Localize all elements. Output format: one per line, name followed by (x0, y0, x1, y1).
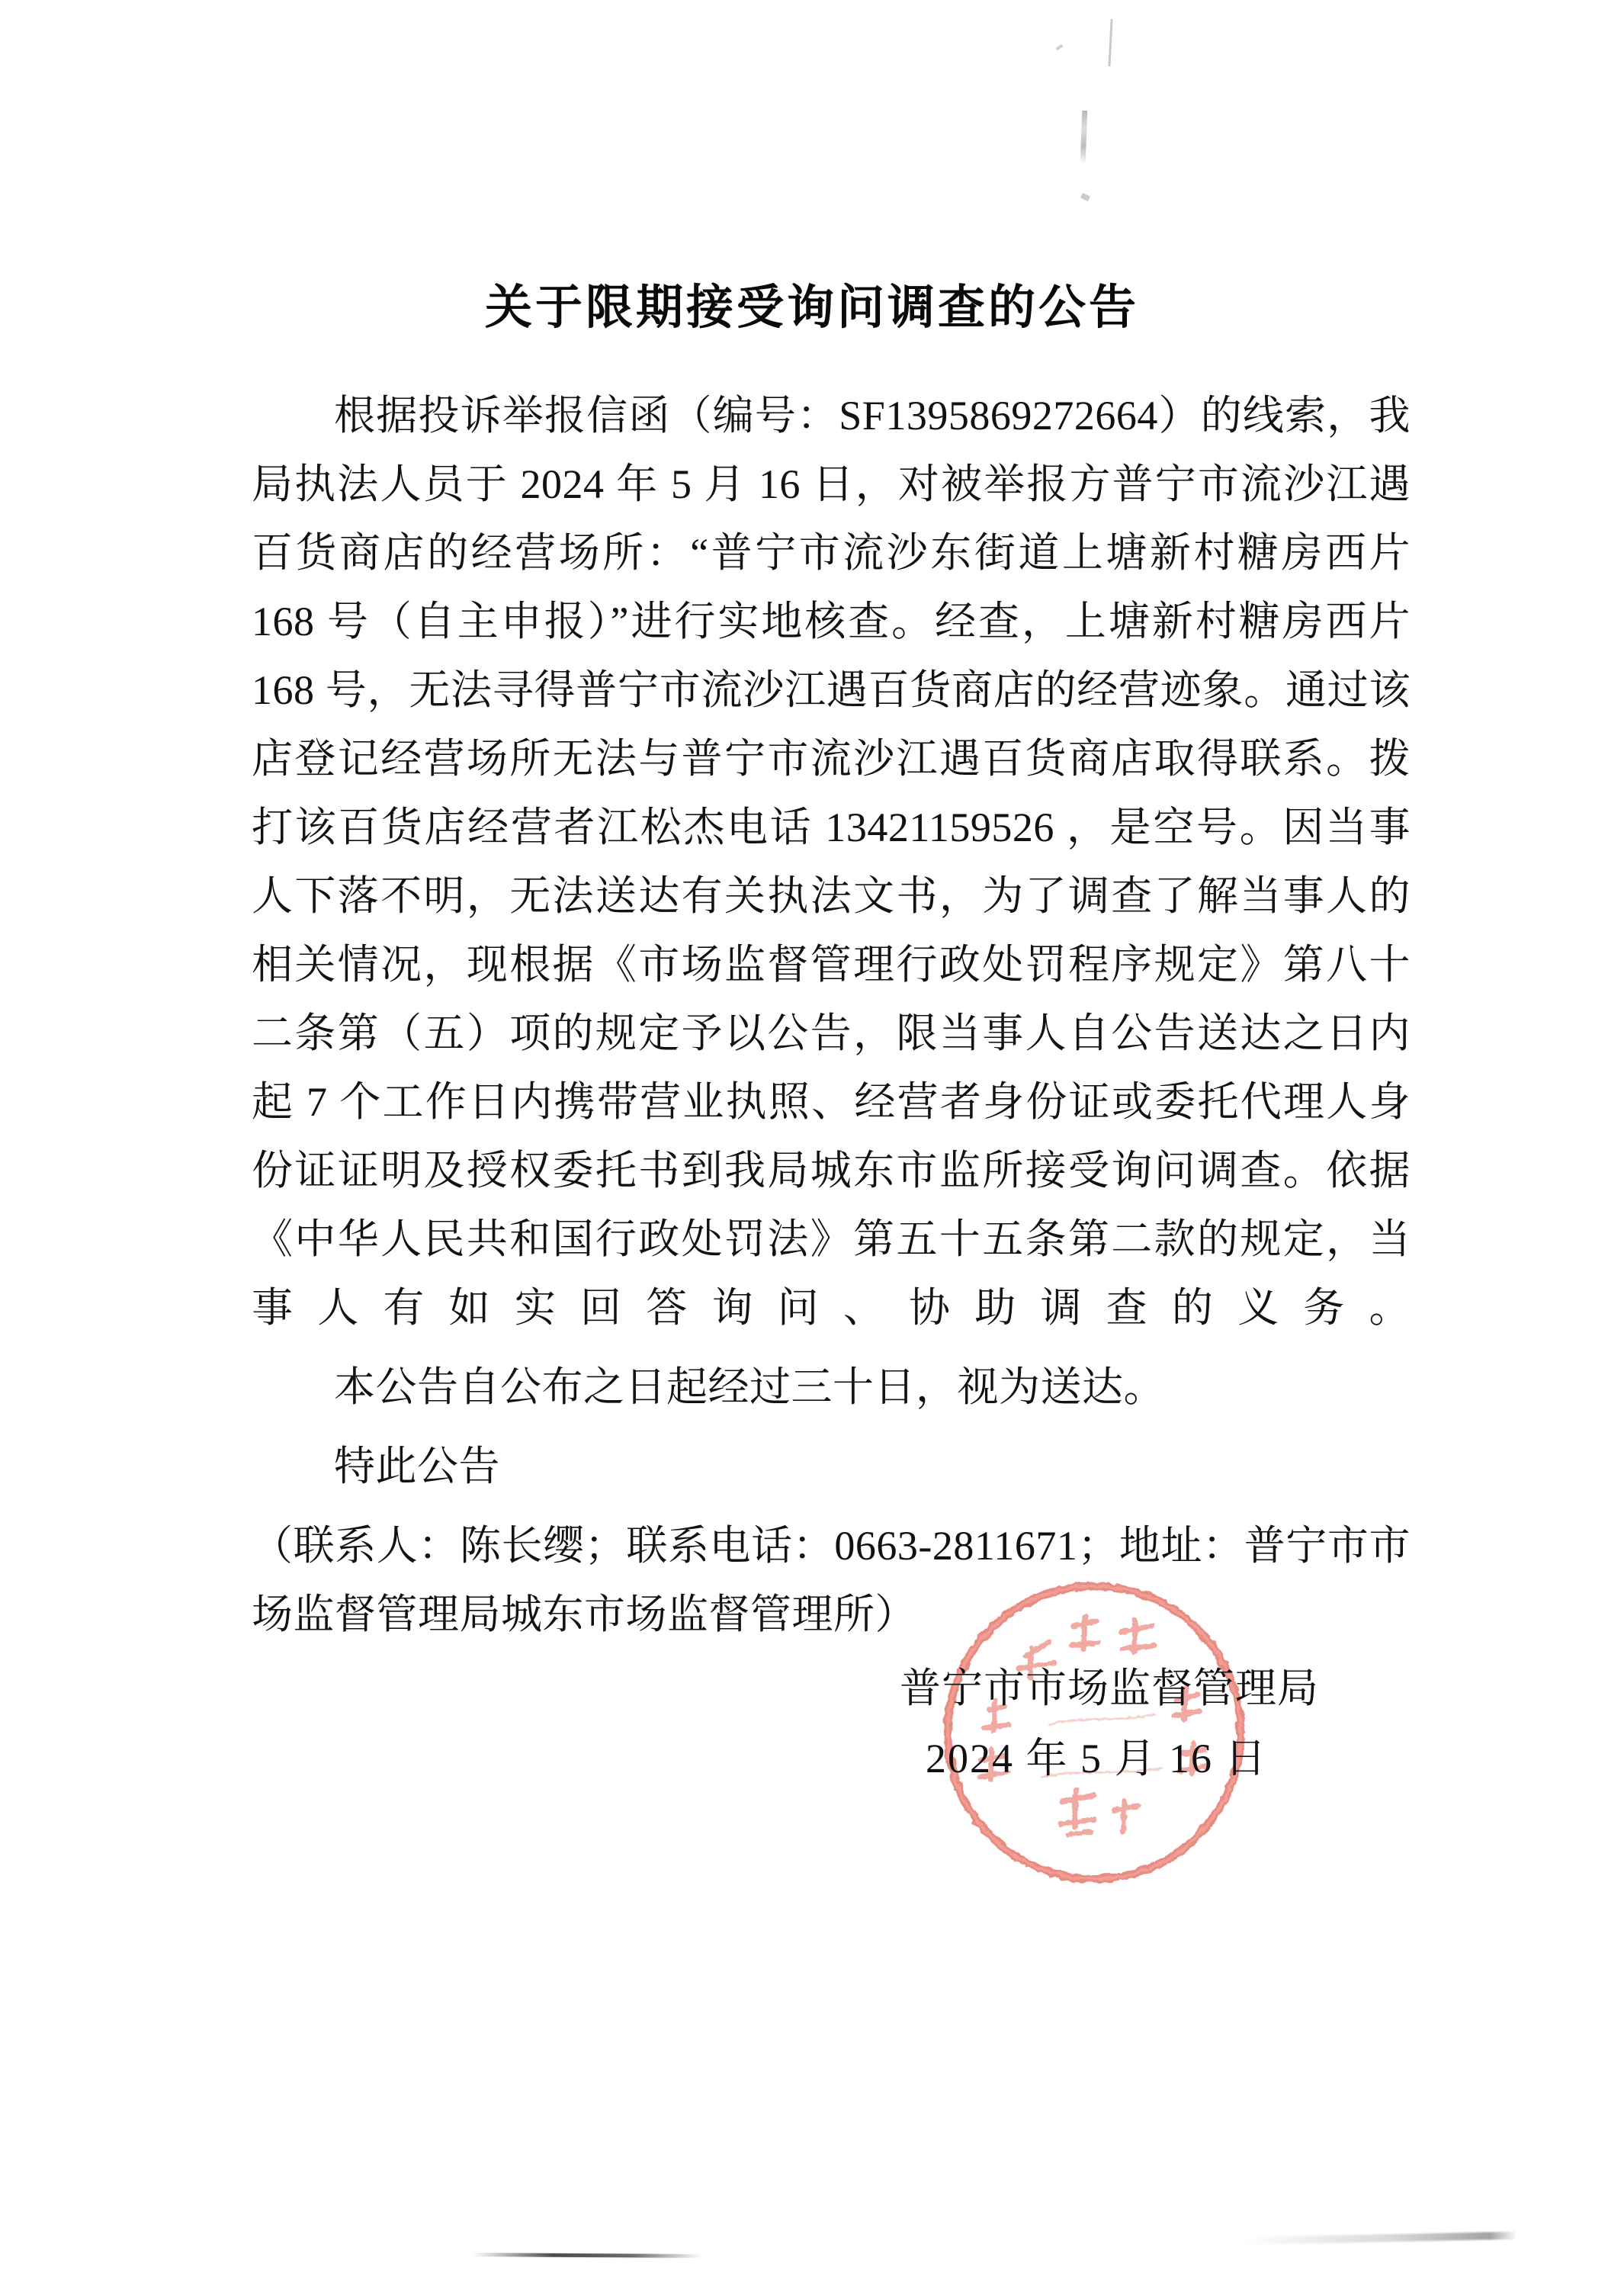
issuing-authority: 普宁市市场监督管理局 (900, 1665, 1319, 1711)
scan-edge-shadow-left (473, 2253, 701, 2258)
paragraph-contact-info: （联系人：陈长缨；联系电话：0663-2811671；地址：普宁市市场监督管理局城东市场监督管理所） (252, 1523, 1411, 1637)
scan-artifact-dot (1080, 193, 1090, 201)
scan-artifact-smudge (1108, 19, 1112, 66)
document-body (252, 381, 1411, 1649)
paragraph-service-notice: 本公告自公布之日起经过三十日，视为送达。 (334, 1364, 1165, 1410)
paragraph-spacer (252, 1501, 1411, 1511)
signature-block (900, 1653, 1372, 1794)
paragraph-spacer (252, 1342, 1411, 1353)
paragraph-hereby-announced: 特此公告 (334, 1444, 500, 1489)
scan-artifact-streak (1080, 111, 1087, 164)
paragraph-spacer (252, 1421, 1411, 1432)
paragraph-main: 根据投诉举报信函（编号：SF1395869272664）的线索，我局执法人员于 2024 年 5 月 16 日，对被举报方普宁市流沙江遇百货商店的经营场所：“普宁市流沙东街道上塘新村糖房西片 168 号（自主申报）”进行实地核查。经查，上塘新村糖房西片 168 号，无法寻得普宁市流沙江遇百货商店的经营迹象。通过该店登记经营场所无法与普宁市流沙江遇百货商店取得联系。拨打该百货店经营者江松杰电话 13421159526 ，是空号。因当事人下落不明，无法送达有关执法文书，为了调查了解当事人的相关情况，现根据《市场监督管理行政处罚程序规定》第八十二条第（五）项的规定予以公告，限当事人自公告送达之日内起 7 个工作日内携带营业执照、经营者身份证或委托代理人身份证证明及授权委托书到我局城东市监所接受询问调查。依据《中华人民共和国行政处罚法》第五十五条第二款的规定，当事人有如实回答询问、协助调查的义务。 (252, 393, 1411, 1331)
scan-artifact-speck (1056, 44, 1064, 50)
issue-date: 2024 年 5 月 16 日 (926, 1736, 1268, 1781)
page-title: 关于限期接受询问调查的公告 (484, 279, 1139, 335)
scan-edge-shadow-right (1243, 2231, 1517, 2245)
